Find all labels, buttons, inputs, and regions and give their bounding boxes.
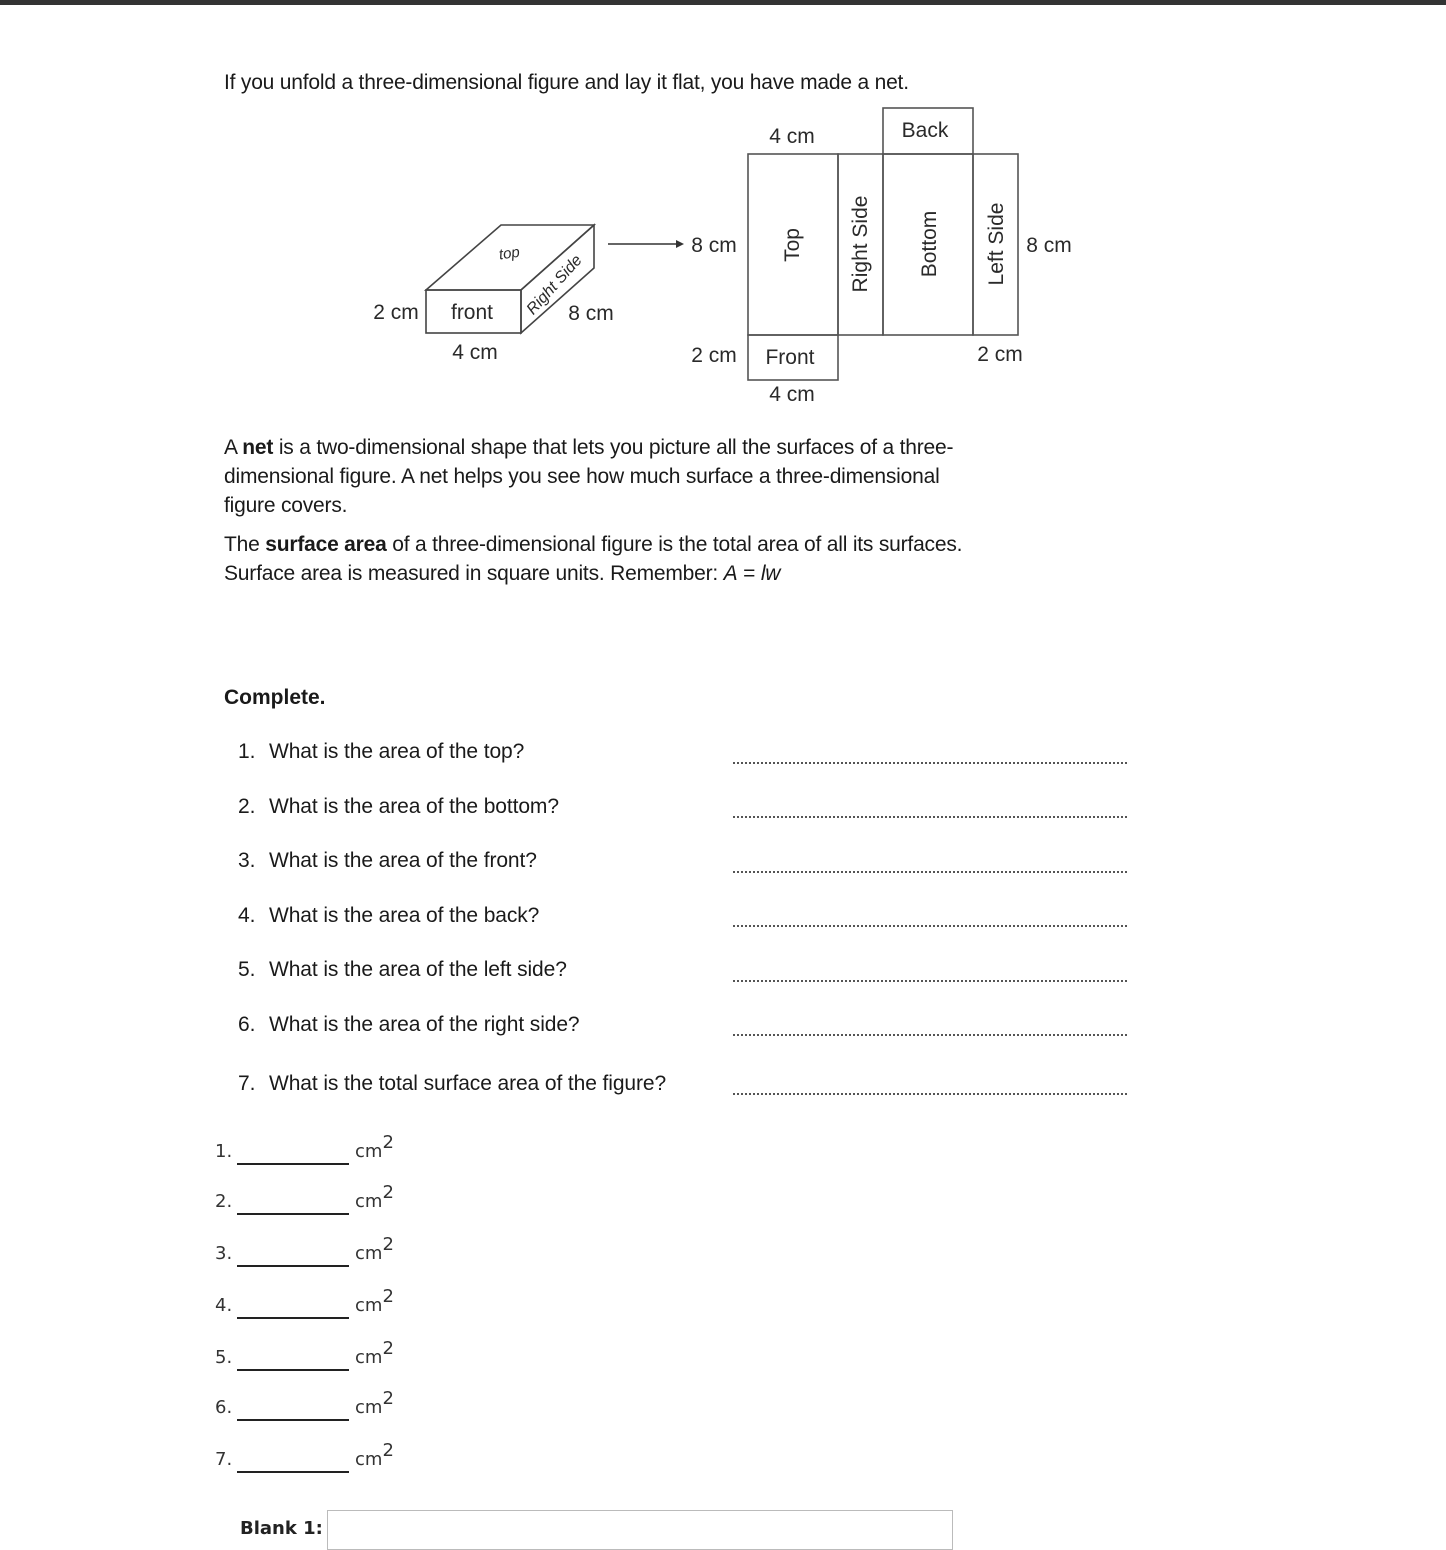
net-definition: A net is a two-dimensional shape that lets you picture all the surfaces of a three-dimensional figure. A net helps you see how much surface a three-dimensional figure covers. xyxy=(224,436,954,517)
net-front-height-label: 2 cm xyxy=(691,344,737,367)
answer-row: 7. $cm^2$ xyxy=(215,1442,394,1473)
net-left-side-label: Left Side xyxy=(985,202,1008,286)
question-answer-line xyxy=(733,980,1127,982)
net-front-label: Front xyxy=(765,346,815,369)
question-item: 2. What is the area of the bottom? xyxy=(238,795,559,818)
surface-area-definition: The surface area of a three-dimensional figure is the total area of all its surfaces. Surface area is measured in square units. Remember: A = lw xyxy=(224,533,963,585)
blank-1-input[interactable] xyxy=(327,1510,953,1550)
net-bottom-label: Bottom xyxy=(918,210,941,278)
answer-row: 6. $cm^2$ xyxy=(215,1390,394,1421)
net-top-width-label: 4 cm xyxy=(769,125,815,148)
prism-right-label: Right Side xyxy=(523,251,586,319)
net-right-side-label: Right Side xyxy=(849,195,872,293)
intro-text: If you unfold a three-dimensional figure and lay it flat, you have made a net. xyxy=(224,71,909,94)
answer-row: 1. $cm^2$ xyxy=(215,1134,394,1165)
question-answer-line xyxy=(733,762,1127,764)
net-front-width-label: 4 cm xyxy=(769,383,815,406)
question-item: 4. What is the area of the back? xyxy=(238,904,540,927)
prism-front-label: front xyxy=(450,301,494,324)
question-item: 5. What is the area of the left side? xyxy=(238,958,567,981)
question-answer-line xyxy=(733,816,1127,818)
net-top-label: Top xyxy=(781,228,804,262)
net-side-width-label: 2 cm xyxy=(977,343,1023,366)
question-answer-line xyxy=(733,1034,1127,1036)
answer-blank-7[interactable] xyxy=(237,1451,349,1473)
prism-depth-label: 8 cm xyxy=(568,302,614,325)
complete-heading: Complete. xyxy=(224,686,326,709)
answer-blank-4[interactable] xyxy=(237,1297,349,1319)
question-item: 1. What is the area of the top? xyxy=(238,740,525,763)
question-item: 7. What is the total surface area of the figure? xyxy=(238,1072,667,1095)
question-answer-line xyxy=(733,871,1127,873)
answer-row: 2. $cm^2$ xyxy=(215,1184,394,1215)
question-item: 6. What is the area of the right side? xyxy=(238,1013,580,1036)
prism-top-label: top xyxy=(497,243,521,264)
answer-blank-5[interactable] xyxy=(237,1349,349,1371)
answer-row: 3. $cm^2$ xyxy=(215,1236,394,1267)
net-arrow-label: 8 cm xyxy=(691,234,737,257)
window-top-bar xyxy=(0,0,1446,5)
answer-row: 5. $cm^2$ xyxy=(215,1340,394,1371)
prism-width-label: 4 cm xyxy=(452,341,498,364)
net-right-height-label: 8 cm xyxy=(1026,234,1072,257)
question-answer-line xyxy=(733,925,1127,927)
surface-area-term: surface area xyxy=(265,533,387,556)
answer-blank-6[interactable] xyxy=(237,1399,349,1421)
answer-row: 4. $cm^2$ xyxy=(215,1288,394,1319)
answer-blank-1[interactable] xyxy=(237,1143,349,1165)
net-term: net xyxy=(242,436,274,459)
answer-blank-3[interactable] xyxy=(237,1245,349,1267)
prism-height-label: 2 cm xyxy=(373,301,419,324)
blank-1-label: Blank 1: xyxy=(240,1518,323,1539)
arrow-icon xyxy=(608,240,684,248)
question-answer-line xyxy=(733,1093,1127,1095)
answer-blank-2[interactable] xyxy=(237,1193,349,1215)
net-back-label: Back xyxy=(901,119,949,142)
question-item: 3. What is the area of the front? xyxy=(238,849,537,872)
